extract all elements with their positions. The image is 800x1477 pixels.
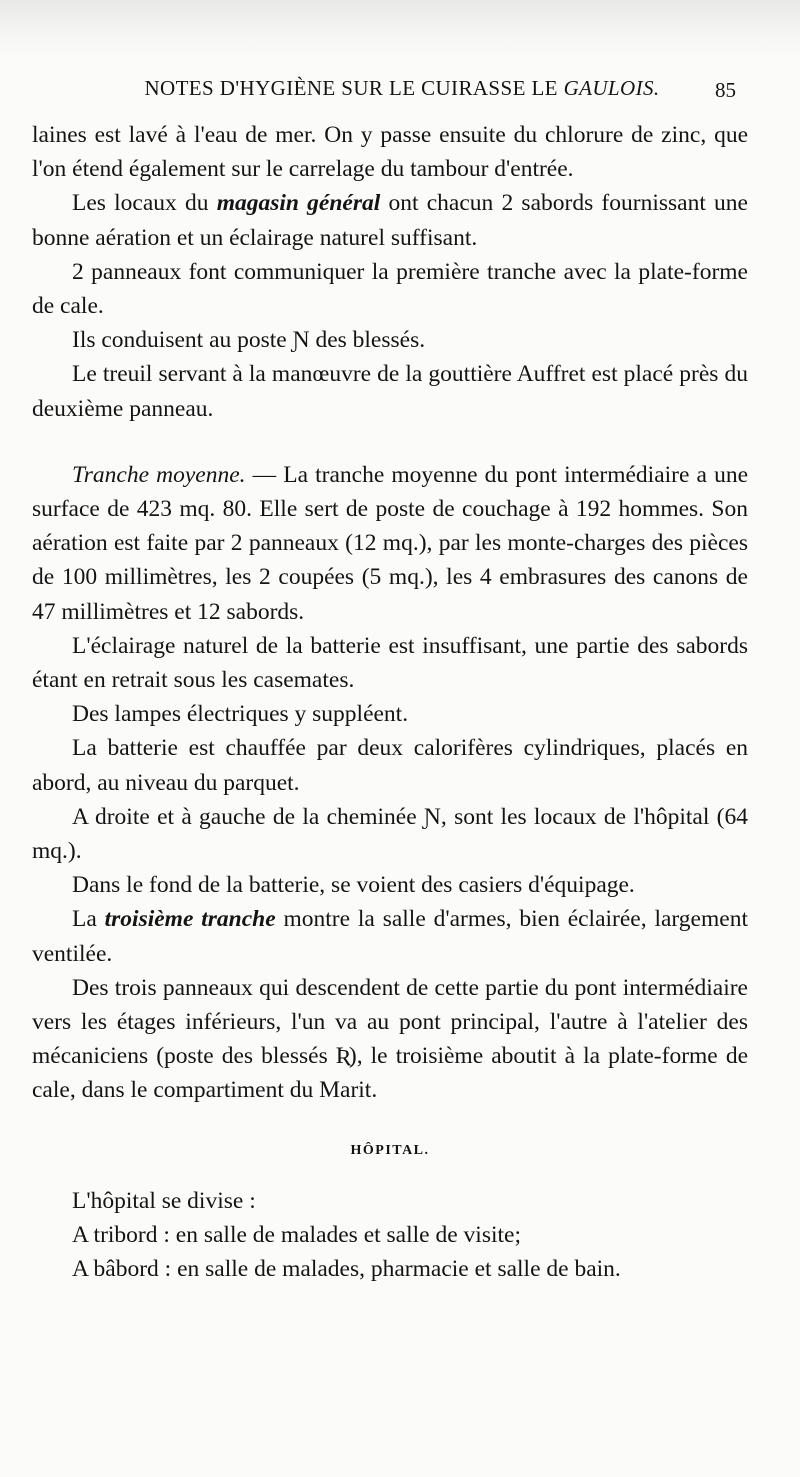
paragraph-text: Les locaux du bbox=[72, 190, 217, 217]
paragraph bbox=[32, 458, 748, 629]
section-run-in-title: Tranche moyenne. bbox=[72, 461, 246, 488]
paragraph: Des lampes électriques y suppléent. bbox=[72, 701, 409, 728]
paragraph: A bâbord : en salle de malades, pharmacie et salle de bain. bbox=[72, 1256, 621, 1283]
paragraph: Ils conduisent au poste Ɲ des blessés. bbox=[72, 327, 426, 354]
page-edge-shading bbox=[0, 0, 800, 60]
paragraph: Le treuil servant à la manœuvre de la gouttière Auffret est placé près du deuxième panneau. bbox=[32, 361, 748, 422]
paragraph: laines est lavé à l'eau de mer. On y passe ensuite du chlorure de zinc, que l'on étend également sur le carrelage du tambour d'entrée. bbox=[32, 122, 748, 183]
paragraph: L'hôpital se divise : bbox=[72, 1187, 256, 1214]
paragraph-text: — La tranche moyenne du pont intermédiaire a une surface de 423 mq. 80. Elle sert de poste de couchage à 192 hommes. Son aération est faite par 2 panneaux (12 mq.), par les monte-charges des pièces de 100 millimètres, les 2 coupées (5 mq.), les 4 embrasures des canons de 47 millimètres et 12 sabords. bbox=[32, 461, 748, 625]
paragraph: La batterie est chauffée par deux calorifères cylindriques, placés en abord, au niveau du parquet. bbox=[32, 735, 748, 796]
running-header-ship-name: GAULOIS. bbox=[563, 76, 660, 100]
section-heading: HÔPITAL. bbox=[350, 1142, 430, 1158]
paragraph: 2 panneaux font communiquer la première tranche avec la plate-forme de cale. bbox=[32, 258, 748, 320]
paragraph-text: La bbox=[72, 906, 105, 933]
paragraph: A tribord : en salle de malades et salle de visite; bbox=[72, 1222, 521, 1249]
page-number: 85 bbox=[715, 78, 736, 102]
paragraph: L'éclairage naturel de la batterie est insuffisant, une partie des sabords étant en retrait sous les casemates. bbox=[32, 632, 748, 694]
paragraph-text: ont chacun 2 sabords fournissant une bonne aération et un éclairage naturel suffisant. bbox=[32, 190, 748, 251]
paragraph: Des trois panneaux qui descendent de cette partie du pont intermédiaire vers les étages inférieurs, l'un va au pont principal, l'autre à l'atelier des mécaniciens (poste des blessés Ʀ), le troisième aboutit à la plate-forme de cale, dans le compartiment du Marit. bbox=[32, 974, 748, 1104]
body-text bbox=[32, 118, 748, 1287]
emphasis-text: troisième tranche bbox=[104, 906, 276, 933]
paragraph bbox=[32, 902, 748, 970]
book-page bbox=[32, 76, 748, 1287]
emphasis-text: magasin général bbox=[216, 190, 381, 217]
running-header-title: NOTES D'HYGIÈNE SUR LE CUIRASSE LE bbox=[144, 76, 564, 100]
paragraph bbox=[32, 186, 748, 254]
paragraph: Dans le fond de la batterie, se voient des casiers d'équipage. bbox=[72, 872, 635, 899]
running-header bbox=[102, 76, 702, 108]
paragraph-text: montre la salle d'armes, bien éclairée, largement ventilée. bbox=[32, 906, 748, 967]
paragraph: A droite et à gauche de la cheminée Ɲ, sont les locaux de l'hôpital (64 mq.). bbox=[32, 803, 748, 865]
